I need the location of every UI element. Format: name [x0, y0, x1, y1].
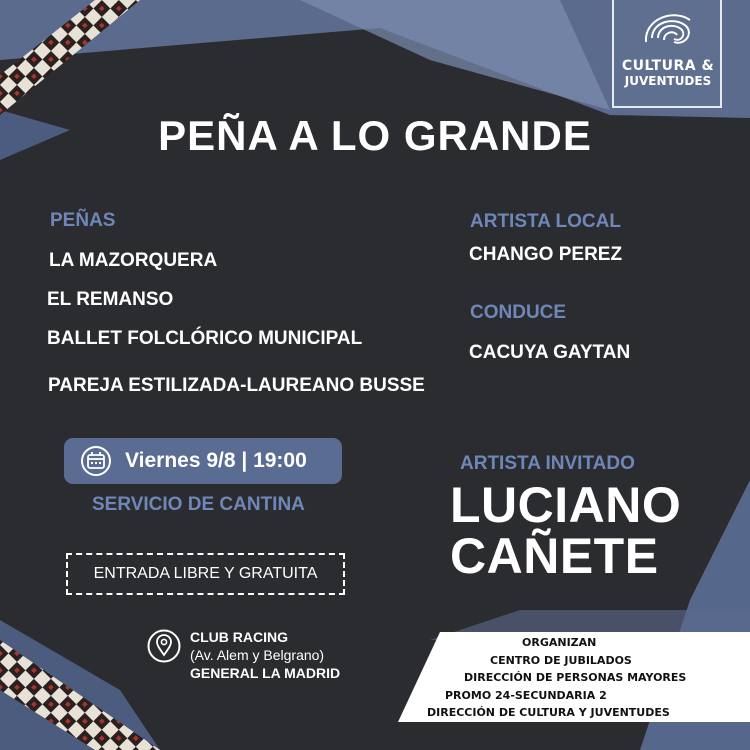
- organizer-item: PROMO 24-SECUNDARIA 2: [445, 689, 607, 702]
- entrance-text: ENTRADA LIBRE Y GRATUITA: [93, 565, 318, 582]
- venue-city: GENERAL LA MADRID: [190, 665, 341, 681]
- pena-item: EL REMANSO: [47, 289, 174, 310]
- host-heading: CONDUCE: [470, 302, 567, 323]
- cultura-juventudes-logo: [612, 0, 722, 108]
- local-artist-heading: ARTISTA LOCAL: [470, 211, 621, 232]
- organizer-item: DIRECCIÓN DE PERSONAS MAYORES: [464, 671, 687, 684]
- date-badge: [64, 438, 342, 484]
- penas-heading: PEÑAS: [50, 210, 116, 231]
- organizer-item: CENTRO DE JUBILADOS: [490, 654, 632, 667]
- organizers-heading: ORGANIZAN: [522, 636, 597, 649]
- pena-item: BALLET FOLCLÓRICO MUNICIPAL: [47, 328, 363, 349]
- guest-name-line-2: CAÑETE: [450, 528, 659, 584]
- logo-line-2: JUVENTUDES: [624, 74, 712, 88]
- guest-name-line-1: LUCIANO: [450, 477, 682, 533]
- venue-address: (Av. Alem y Belgrano): [190, 647, 325, 663]
- venue-name: CLUB RACING: [190, 629, 288, 645]
- guest-artist-name: [450, 477, 682, 584]
- swirl-icon: [614, 4, 722, 60]
- entrance-box: [66, 553, 345, 595]
- local-artist-name: CHANGO PEREZ: [469, 244, 623, 265]
- date-text: Viernes 9/8 | 19:00: [125, 449, 307, 472]
- guest-artist-heading: ARTISTA INVITADO: [460, 453, 635, 474]
- organizers-panel: [398, 632, 750, 722]
- event-title: PEÑA A LO GRANDE: [158, 112, 592, 159]
- location-pin-icon: [147, 629, 181, 663]
- host-name: CACUYA GAYTAN: [469, 342, 631, 363]
- canteen-text: SERVICIO DE CANTINA: [92, 494, 305, 515]
- logo-line-1: CULTURA &: [621, 58, 715, 74]
- pena-item: PAREJA ESTILIZADA-LAUREANO BUSSE: [48, 375, 425, 396]
- organizer-item: DIRECCIÓN DE CULTURA Y JUVENTUDES: [427, 706, 670, 719]
- pena-item: LA MAZORQUERA: [49, 250, 218, 271]
- calendar-icon: [80, 446, 112, 476]
